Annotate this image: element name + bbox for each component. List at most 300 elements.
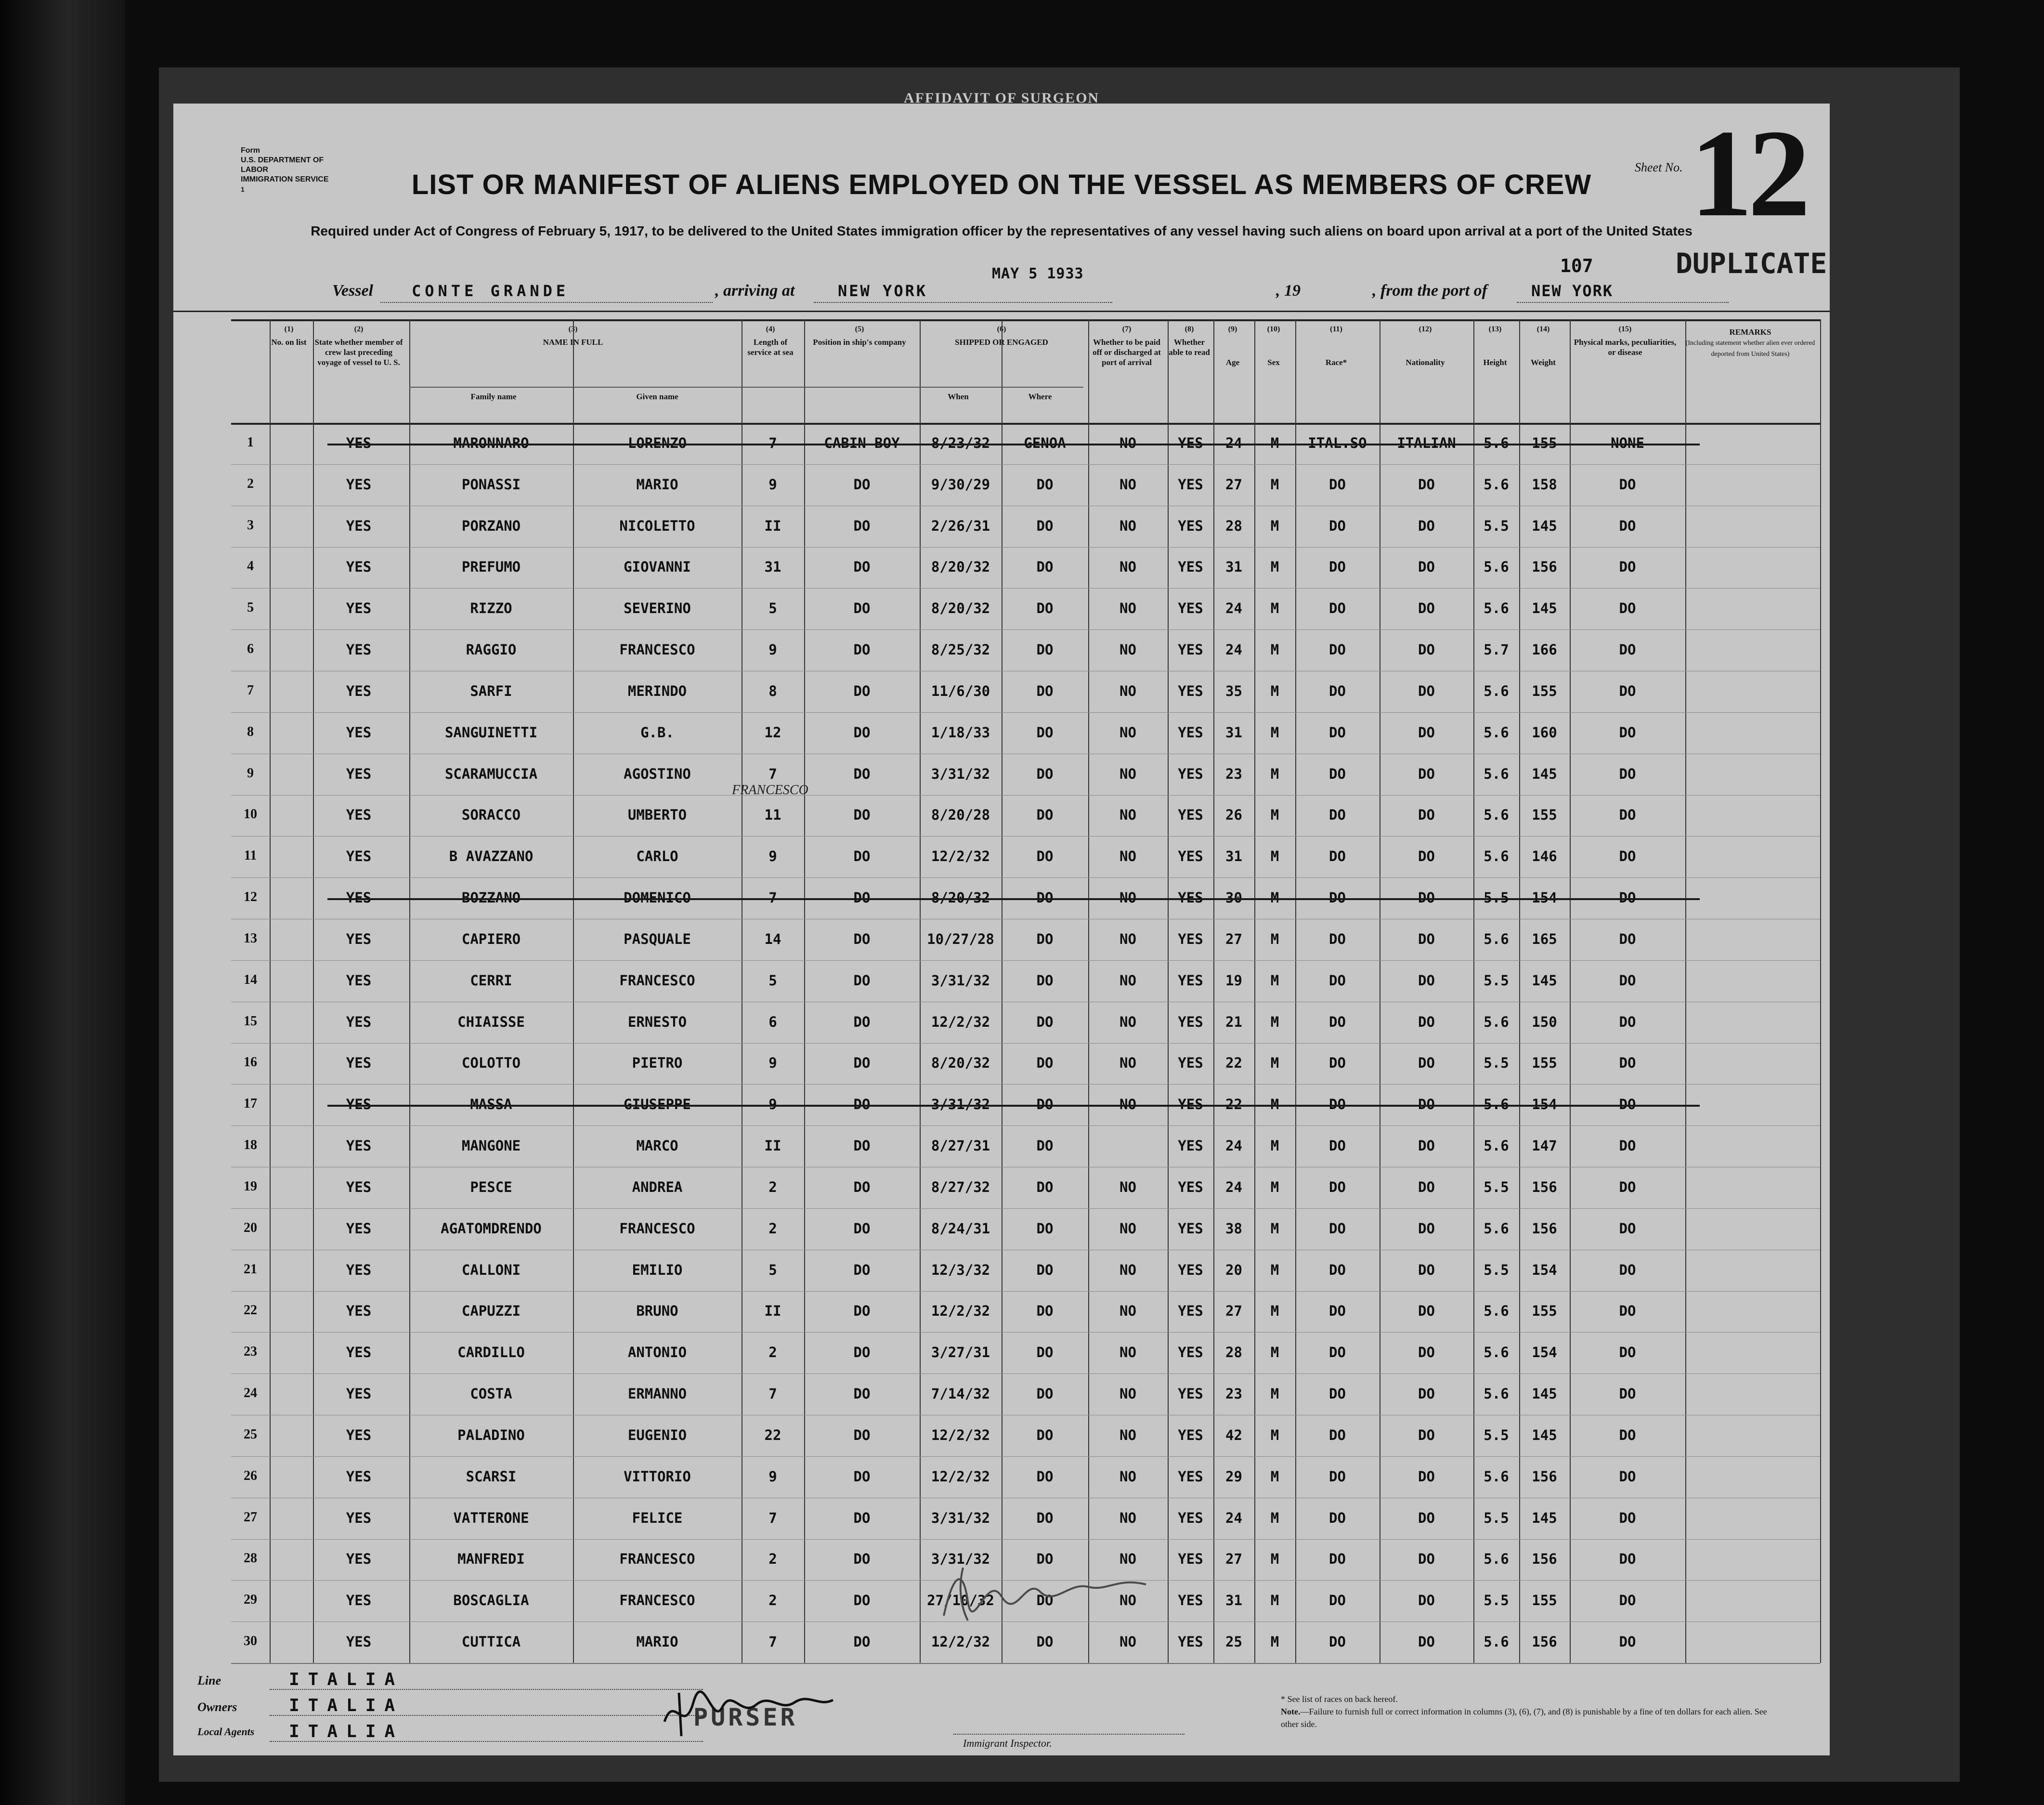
cell-sex: M — [1270, 641, 1279, 658]
cell-position: DO — [853, 517, 871, 534]
cell-service: 9 — [768, 1468, 777, 1485]
surgeon-affidavit-label: AFFIDAVIT OF SURGEON — [903, 90, 1100, 106]
penalty-note: —Failure to furnish full or correct information in columns (3), (6), (7), and (8) is punishable by a fine of ten dollars for each alien. See other side. — [1281, 1707, 1767, 1729]
cell-family: SCARSI — [466, 1468, 517, 1485]
cell-family: MASSA — [470, 1096, 512, 1113]
cell-where: GENOA — [1024, 434, 1066, 451]
cell-voyage: YES — [346, 848, 372, 865]
cell-where: DO — [1036, 1592, 1054, 1609]
cell-nationality: DO — [1418, 682, 1435, 699]
cell-n: 13 — [244, 930, 257, 946]
cell-read: YES — [1178, 1344, 1203, 1361]
cell-given: ERNESTO — [627, 1013, 687, 1030]
cell-marks: DO — [1619, 889, 1636, 906]
cell-service: 9 — [768, 1055, 777, 1072]
cell-where: DO — [1036, 765, 1054, 782]
cell-service: 2 — [768, 1551, 777, 1568]
cell-voyage: YES — [346, 517, 372, 534]
cell-family: BOZZANO — [461, 889, 521, 906]
cell-when: 8/27/31 — [931, 1138, 990, 1154]
cell-height: 5.6 — [1484, 765, 1509, 782]
cell-weight: 155 — [1532, 682, 1557, 699]
cell-where: DO — [1036, 1178, 1054, 1195]
cell-voyage: YES — [346, 1303, 372, 1320]
cell-height: 5.6 — [1484, 559, 1509, 576]
cell-sex: M — [1270, 1426, 1279, 1443]
cell-given: ERMANNO — [627, 1386, 687, 1402]
cell-height: 5.6 — [1484, 1138, 1509, 1154]
cell-n: 20 — [244, 1220, 257, 1235]
cell-n: 25 — [244, 1426, 257, 1442]
strike-through-line — [327, 898, 1700, 900]
cell-position: DO — [853, 1468, 871, 1485]
cell-height: 5.6 — [1484, 476, 1509, 493]
cell-nationality: DO — [1418, 641, 1435, 658]
cell-when: 9/30/29 — [931, 476, 990, 493]
cell-family: MANFREDI — [457, 1551, 525, 1568]
cell-paid: NO — [1120, 1013, 1136, 1030]
cell-paid: NO — [1120, 1303, 1136, 1320]
cell-read: YES — [1178, 889, 1203, 906]
cell-sex: M — [1270, 889, 1279, 906]
cell-given: UMBERTO — [627, 807, 687, 824]
cell-where: DO — [1036, 1468, 1054, 1485]
cell-age: 27 — [1225, 1551, 1242, 1568]
cell-marks: DO — [1619, 1426, 1636, 1443]
cell-race: DO — [1329, 1509, 1346, 1526]
cell-when: 3/31/32 — [931, 1509, 990, 1526]
cell-age: 25 — [1225, 1634, 1242, 1650]
column-divider — [1685, 319, 1686, 1663]
form-number: 1 — [241, 185, 245, 193]
cell-service: 31 — [764, 559, 781, 576]
cell-family: CALLONI — [461, 1261, 521, 1278]
cell-weight: 156 — [1532, 1220, 1557, 1237]
cell-given: EMILIO — [632, 1261, 683, 1278]
cell-where: DO — [1036, 1344, 1054, 1361]
cell-sex: M — [1270, 600, 1279, 617]
duplicate-stamp: DUPLICATE — [1676, 247, 1827, 280]
cell-sex: M — [1270, 1344, 1279, 1361]
cell-nationality: DO — [1418, 1055, 1435, 1072]
cell-weight: 145 — [1532, 1509, 1557, 1526]
cell-marks: DO — [1619, 600, 1636, 617]
cell-race: ITAL.SO — [1308, 434, 1367, 451]
cell-weight: 155 — [1532, 1303, 1557, 1320]
cell-read: YES — [1178, 972, 1203, 989]
cell-weight: 154 — [1532, 1261, 1557, 1278]
cell-nationality: DO — [1418, 600, 1435, 617]
cell-voyage: YES — [346, 1344, 372, 1361]
cell-race: DO — [1329, 1592, 1346, 1609]
race-note: * See list of races on back hereof. — [1281, 1694, 1398, 1704]
row-divider — [231, 1125, 1820, 1126]
cell-given: PIETRO — [632, 1055, 683, 1072]
remarks-header: REMARKS (Including statement whether alien ever ordered deported from United States) — [1685, 327, 1815, 358]
cell-where: DO — [1036, 600, 1054, 617]
cell-position: DO — [853, 1303, 871, 1320]
inspector-signature — [934, 1558, 1165, 1630]
cell-when: 10/27/28 — [927, 930, 994, 947]
given-name-header: Given name — [636, 392, 678, 401]
cell-read: YES — [1178, 1509, 1203, 1526]
cell-race: DO — [1329, 600, 1346, 617]
cell-race: DO — [1329, 641, 1346, 658]
cell-voyage: YES — [346, 600, 372, 617]
cell-service: 8 — [768, 682, 777, 699]
cell-nationality: DO — [1418, 1013, 1435, 1030]
cell-service: II — [764, 1138, 781, 1154]
cell-read: YES — [1178, 1551, 1203, 1568]
cell-where: DO — [1036, 1509, 1054, 1526]
cell-n: 11 — [244, 848, 257, 863]
cell-read: YES — [1178, 930, 1203, 947]
cell-weight: 156 — [1532, 559, 1557, 576]
cell-weight: 150 — [1532, 1013, 1557, 1030]
cell-service: 5 — [768, 600, 777, 617]
cell-family: RAGGIO — [466, 641, 517, 658]
cell-marks: DO — [1619, 1303, 1636, 1320]
cell-sex: M — [1270, 1138, 1279, 1154]
cell-given: MARIO — [636, 1634, 678, 1650]
cell-weight: 158 — [1532, 476, 1557, 493]
cell-height: 5.6 — [1484, 930, 1509, 947]
cell-race: DO — [1329, 765, 1346, 782]
cell-nationality: DO — [1418, 807, 1435, 824]
cell-given: CARLO — [636, 848, 678, 865]
cell-where: DO — [1036, 1551, 1054, 1568]
col-header-7: (7) Whether to be paid off or discharged at port of arrival — [1093, 325, 1161, 367]
cell-when: 3/27/31 — [931, 1344, 990, 1361]
cell-service: 14 — [764, 930, 781, 947]
col-header-6: (6) SHIPPED OR ENGAGED — [955, 325, 1048, 347]
cell-race: DO — [1329, 848, 1346, 865]
year-label: , 19 — [1276, 282, 1301, 300]
cell-nationality: DO — [1418, 889, 1435, 906]
row-divider — [231, 1332, 1820, 1333]
sheet-number: 12 — [1690, 104, 1806, 243]
cell-when: 12/2/32 — [931, 1426, 990, 1443]
cell-voyage: YES — [346, 972, 372, 989]
cell-race: DO — [1329, 1344, 1346, 1361]
cell-family: SARFI — [470, 682, 512, 699]
cell-when: 2/26/31 — [931, 517, 990, 534]
cell-marks: DO — [1619, 1386, 1636, 1402]
cell-given: GIOVANNI — [624, 559, 691, 576]
col-header-11: (11) Race* — [1325, 325, 1347, 367]
cell-marks: NONE — [1611, 434, 1644, 451]
note-label: Note. — [1281, 1707, 1301, 1716]
cell-position: DO — [853, 1551, 871, 1568]
cell-where: DO — [1036, 682, 1054, 699]
cell-position: DO — [853, 1634, 871, 1650]
cell-age: 42 — [1225, 1426, 1242, 1443]
cell-read: YES — [1178, 600, 1203, 617]
cell-paid: NO — [1120, 807, 1136, 824]
cell-age: 19 — [1225, 972, 1242, 989]
row-divider — [231, 712, 1820, 713]
cell-height: 5.6 — [1484, 807, 1509, 824]
cell-where: DO — [1036, 559, 1054, 576]
cell-read: YES — [1178, 1261, 1203, 1278]
cell-when: 3/31/32 — [931, 1551, 990, 1568]
cell-family: SCARAMUCCIA — [444, 765, 538, 782]
cell-weight: 154 — [1532, 889, 1557, 906]
cell-service: 7 — [768, 434, 777, 451]
cell-when: 3/31/32 — [931, 972, 990, 989]
cell-read: YES — [1178, 1468, 1203, 1485]
cell-when: 11/6/30 — [931, 682, 990, 699]
cell-weight: 156 — [1532, 1468, 1557, 1485]
cell-age: 27 — [1225, 476, 1242, 493]
cell-n: 27 — [244, 1509, 257, 1525]
cell-n: 8 — [247, 724, 254, 739]
cell-weight: 156 — [1532, 1551, 1557, 1568]
cell-weight: 145 — [1532, 972, 1557, 989]
cell-where: DO — [1036, 1261, 1054, 1278]
cell-height: 5.5 — [1484, 1592, 1509, 1609]
cell-n: 24 — [244, 1386, 257, 1401]
cell-position: DO — [853, 1592, 871, 1609]
cell-n: 17 — [244, 1096, 257, 1112]
cell-marks: DO — [1619, 1468, 1636, 1485]
cell-sex: M — [1270, 848, 1279, 865]
cell-marks: DO — [1619, 682, 1636, 699]
cell-where: DO — [1036, 724, 1054, 741]
cell-given: G.B. — [640, 724, 674, 741]
row-divider — [231, 1043, 1820, 1044]
cell-family: PALADINO — [457, 1426, 525, 1443]
cell-n: 10 — [244, 807, 257, 822]
cell-when: 1/18/33 — [931, 724, 990, 741]
purser-signature — [660, 1683, 843, 1741]
cell-given: MARCO — [636, 1138, 678, 1154]
cell-given: AGOSTINO — [624, 765, 691, 782]
cell-given: LORENZO — [627, 434, 687, 451]
cell-height: 5.6 — [1484, 1551, 1509, 1568]
cell-age: 22 — [1225, 1055, 1242, 1072]
cell-age: 31 — [1225, 1592, 1242, 1609]
cell-paid: NO — [1120, 1509, 1136, 1526]
cell-weight: 155 — [1532, 807, 1557, 824]
cell-sex: M — [1270, 765, 1279, 782]
cell-race: DO — [1329, 1178, 1346, 1195]
cell-family: SANGUINETTI — [444, 724, 538, 741]
cell-marks: DO — [1619, 1634, 1636, 1650]
cell-age: 30 — [1225, 889, 1242, 906]
cell-marks: DO — [1619, 1138, 1636, 1154]
cell-nationality: DO — [1418, 1551, 1435, 1568]
cell-family: RIZZO — [470, 600, 512, 617]
cell-voyage: YES — [346, 1220, 372, 1237]
manifest-page — [173, 90, 1830, 1755]
cell-service: II — [764, 517, 781, 534]
cell-marks: DO — [1619, 1220, 1636, 1237]
cell-when: 7/14/32 — [931, 1386, 990, 1402]
cell-voyage: YES — [346, 682, 372, 699]
cell-given: NICOLETTO — [619, 517, 695, 534]
cell-family: PESCE — [470, 1178, 512, 1195]
cell-marks: DO — [1619, 765, 1636, 782]
cell-age: 26 — [1225, 807, 1242, 824]
cell-where: DO — [1036, 1386, 1054, 1402]
page-title: LIST OR MANIFEST OF ALIENS EMPLOYED ON THE VESSEL AS MEMBERS OF CREW — [411, 169, 1592, 200]
cell-nationality: DO — [1418, 1178, 1435, 1195]
cell-height: 5.7 — [1484, 641, 1509, 658]
cell-height: 5.5 — [1484, 1261, 1509, 1278]
cell-voyage: YES — [346, 765, 372, 782]
cell-when: 8/20/28 — [931, 807, 990, 824]
cell-paid: NO — [1120, 600, 1136, 617]
cell-sex: M — [1270, 1220, 1279, 1237]
cell-nationality: DO — [1418, 1509, 1435, 1526]
cell-marks: DO — [1619, 930, 1636, 947]
cell-voyage: YES — [346, 1055, 372, 1072]
cell-sex: M — [1270, 1013, 1279, 1030]
cell-voyage: YES — [346, 1592, 372, 1609]
cell-age: 28 — [1225, 1344, 1242, 1361]
col-header-3: (3) NAME IN FULL — [543, 325, 603, 347]
cell-when: 3/31/32 — [931, 1096, 990, 1113]
cell-position: DO — [853, 1013, 871, 1030]
cell-when: 8/20/32 — [931, 559, 990, 576]
cell-sex: M — [1270, 930, 1279, 947]
cell-age: 24 — [1225, 434, 1242, 451]
cell-weight: 160 — [1532, 724, 1557, 741]
cell-marks: DO — [1619, 1551, 1636, 1568]
when-header: When — [948, 392, 969, 401]
cell-voyage: YES — [346, 1013, 372, 1030]
cell-service: 7 — [768, 1509, 777, 1526]
cell-read: YES — [1178, 517, 1203, 534]
cell-voyage: YES — [346, 1551, 372, 1568]
cell-voyage: YES — [346, 1261, 372, 1278]
cell-service: 12 — [764, 724, 781, 741]
cell-position: DO — [853, 848, 871, 865]
cell-marks: DO — [1619, 1261, 1636, 1278]
cell-race: DO — [1329, 1055, 1346, 1072]
cell-read: YES — [1178, 724, 1203, 741]
owners-label: Owners — [197, 1700, 237, 1714]
row-divider — [231, 629, 1820, 630]
cell-given: MARIO — [636, 476, 678, 493]
cell-family: B AVAZZANO — [449, 848, 534, 865]
cell-read: YES — [1178, 641, 1203, 658]
cell-family: CUTTICA — [461, 1634, 521, 1650]
inspector-label: Immigrant Inspector. — [963, 1737, 1052, 1749]
cell-race: DO — [1329, 1220, 1346, 1237]
cell-family: CERRI — [470, 972, 512, 989]
vessel-name: CONTE GRANDE — [412, 282, 570, 300]
cell-sex: M — [1270, 682, 1279, 699]
cell-where: DO — [1036, 641, 1054, 658]
cell-sex: M — [1270, 559, 1279, 576]
cell-height: 5.6 — [1484, 1096, 1509, 1113]
cell-nationality: DO — [1418, 559, 1435, 576]
cell-n: 26 — [244, 1468, 257, 1483]
cell-paid: NO — [1120, 476, 1136, 493]
cell-n: 18 — [244, 1138, 257, 1153]
cell-service: 11 — [764, 807, 781, 824]
cell-given: ANDREA — [632, 1178, 683, 1195]
cell-position: DO — [853, 559, 871, 576]
cell-height: 5.6 — [1484, 1468, 1509, 1485]
line-label: Line — [197, 1674, 221, 1687]
cell-height: 5.6 — [1484, 1303, 1509, 1320]
cell-where: DO — [1036, 807, 1054, 824]
cell-age: 24 — [1225, 1178, 1242, 1195]
cell-service: 2 — [768, 1344, 777, 1361]
cell-paid: NO — [1120, 1178, 1136, 1195]
cell-race: DO — [1329, 889, 1346, 906]
col-header-14: (14) Weight — [1531, 325, 1556, 367]
cell-age: 27 — [1225, 930, 1242, 947]
cell-n: 29 — [244, 1592, 257, 1608]
cell-age: 24 — [1225, 641, 1242, 658]
cell-position: DO — [853, 724, 871, 741]
cell-n: 7 — [247, 682, 254, 698]
cell-weight: 155 — [1532, 1592, 1557, 1609]
cell-sex: M — [1270, 517, 1279, 534]
cell-n: 9 — [247, 765, 254, 781]
cell-weight: 156 — [1532, 1178, 1557, 1195]
cell-paid: NO — [1120, 1220, 1136, 1237]
form-label: Form — [241, 146, 260, 155]
cell-where: DO — [1036, 889, 1054, 906]
cell-voyage: YES — [346, 434, 372, 451]
cell-given: SEVERINO — [624, 600, 691, 617]
cell-when: 12/2/32 — [931, 848, 990, 865]
cell-age: 28 — [1225, 517, 1242, 534]
cell-given: FRANCESCO — [619, 1592, 695, 1609]
cell-read: YES — [1178, 559, 1203, 576]
cell-paid: NO — [1120, 434, 1136, 451]
cell-nationality: DO — [1418, 1220, 1435, 1237]
cell-n: 5 — [247, 600, 254, 615]
cell-weight: 145 — [1532, 1386, 1557, 1402]
cell-marks: DO — [1619, 1592, 1636, 1609]
cell-read: YES — [1178, 476, 1203, 493]
cell-paid: NO — [1120, 889, 1136, 906]
row-divider — [231, 1291, 1820, 1292]
from-port: NEW YORK — [1531, 282, 1614, 300]
cell-sex: M — [1270, 724, 1279, 741]
cell-where: DO — [1036, 476, 1054, 493]
cell-when: 12/2/32 — [931, 1634, 990, 1650]
cell-height: 5.6 — [1484, 1386, 1509, 1402]
cell-family: COLOTTO — [461, 1055, 521, 1072]
cell-read: YES — [1178, 1386, 1203, 1402]
cell-where: DO — [1036, 1096, 1054, 1113]
col-header-8: (8) Whether able to read — [1169, 325, 1210, 357]
agents-label: Local Agents — [197, 1726, 255, 1738]
cell-paid: NO — [1120, 1468, 1136, 1485]
cell-position: DO — [853, 765, 871, 782]
cell-when: 8/20/32 — [931, 889, 990, 906]
cell-age: 24 — [1225, 600, 1242, 617]
arrival-date: MAY 5 1933 — [992, 265, 1084, 282]
cell-sex: M — [1270, 434, 1279, 451]
cell-n: 2 — [247, 476, 254, 491]
cell-given: BRUNO — [636, 1303, 678, 1320]
cell-height: 5.5 — [1484, 517, 1509, 534]
cell-height: 5.5 — [1484, 1178, 1509, 1195]
cell-sex: M — [1270, 1468, 1279, 1485]
cell-voyage: YES — [346, 1468, 372, 1485]
cell-service: 9 — [768, 1096, 777, 1113]
cell-service: 7 — [768, 1634, 777, 1650]
cell-read: YES — [1178, 765, 1203, 782]
